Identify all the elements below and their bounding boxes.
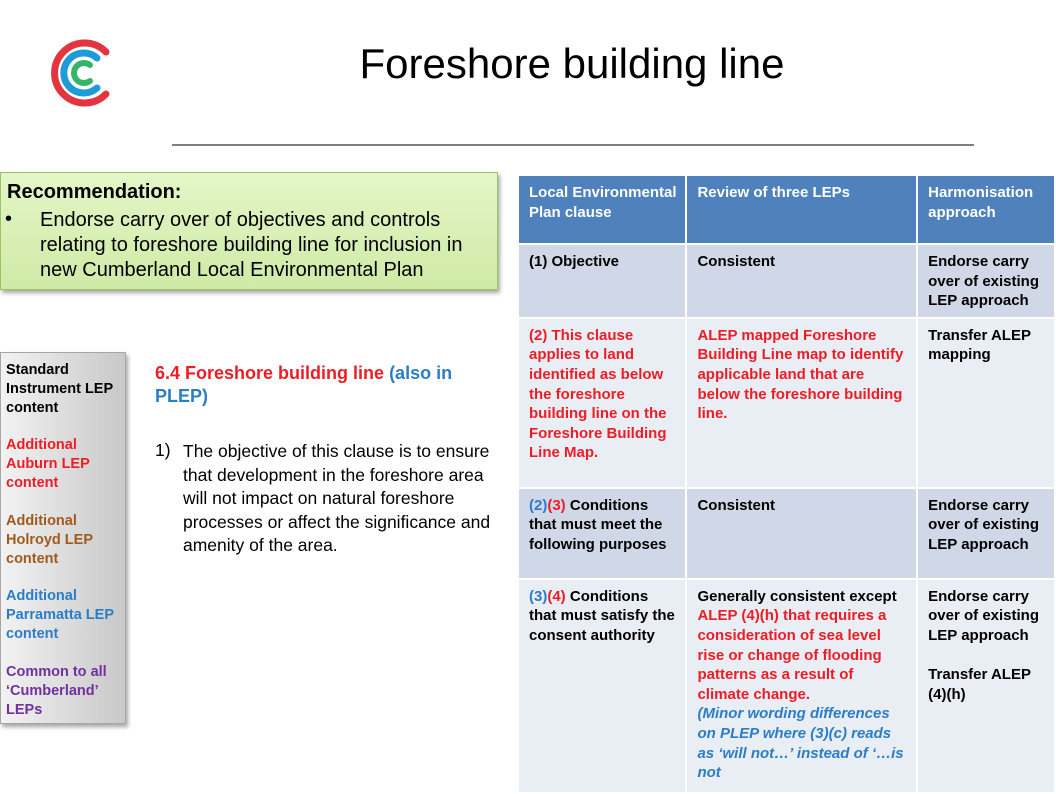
clause-heading — [155, 362, 495, 408]
table-row — [518, 318, 1055, 488]
review-parramatta-note: (Minor wording differences on PLEP where (3)(c) reads as ‘will not…’ instead of ‘…is not — [697, 705, 904, 782]
recommendation-box — [0, 172, 498, 290]
review-intro: Generally consistent except — [697, 587, 897, 605]
table-cell-review: Consistent — [686, 244, 917, 318]
recommendation-text: Endorse carry over of objectives and controls relating to foreshore building line for inclusion in new Cumberland Local Environmental Plan — [40, 209, 463, 281]
clause-number-auburn: (3) — [547, 496, 566, 514]
lep-review-table — [517, 174, 1056, 794]
title-divider — [172, 144, 974, 146]
approach-endorse: Endorse carry over of existing LEP approach — [928, 587, 1039, 644]
table-cell-clause: (2) This clause applies to land identified as below the foreshore building line on the Foreshore Building Line Map. — [518, 318, 686, 488]
legend-common: Common to all ‘Cumberland’ LEPs — [6, 664, 107, 718]
page-title: Foreshore building line — [359, 40, 785, 87]
table-row — [518, 579, 1055, 793]
table-header-review: Review of three LEPs — [686, 175, 917, 244]
table-cell-clause — [518, 579, 686, 793]
table-row — [518, 488, 1055, 579]
table-cell-approach: Transfer ALEP mapping — [917, 318, 1055, 488]
clause-number-parramatta: (3) — [529, 587, 548, 605]
table-cell-review — [686, 579, 917, 793]
cumberland-logo — [44, 36, 112, 110]
table-cell-approach — [917, 579, 1055, 793]
clause-number-parramatta: (2) — [529, 496, 548, 514]
clause-title: 6.4 Foreshore building line — [155, 363, 385, 383]
clause-number-auburn: (4) — [547, 587, 566, 605]
table-cell-review: ALEP mapped Foreshore Building Line map to identify applicable land that are below the foreshore building line. — [686, 318, 917, 488]
recommendation-heading: Recommendation: — [7, 181, 182, 203]
clause-title-extra: (also in PLEP) — [155, 363, 453, 406]
cumberland-c-logo-icon — [44, 36, 112, 110]
legend-parramatta: Additional Parramatta LEP content — [6, 588, 114, 642]
clause-item-number: 1) — [155, 440, 171, 460]
legend-holroyd: Additional Holroyd LEP content — [6, 513, 93, 567]
table-cell-approach: Endorse carry over of existing LEP approach — [917, 244, 1055, 318]
legend-standard: Standard Instrument LEP content — [6, 362, 113, 416]
review-auburn-note: ALEP (4)(h) that requires a consideration of sea level rise or change of flooding patterns as a result of climate change. — [697, 607, 887, 703]
clause-text: Conditions that must satisfy the consent authority — [529, 587, 675, 644]
table-cell-approach: Endorse carry over of existing LEP approach — [917, 488, 1055, 579]
table-cell-clause — [518, 488, 686, 579]
legend-auburn: Additional Auburn LEP content — [6, 437, 90, 491]
bullet-icon: • — [5, 208, 13, 230]
approach-transfer: Transfer ALEP (4)(h) — [928, 666, 1031, 703]
table-header-approach: Harmonisation approach — [917, 175, 1055, 244]
content-legend — [0, 352, 126, 724]
table-cell-review: Consistent — [686, 488, 917, 579]
table-row — [518, 244, 1055, 318]
table-header-clause: Local Environmental Plan clause — [518, 175, 686, 244]
clause-text: Conditions that must meet the following purposes — [529, 496, 667, 553]
table-header-row — [518, 175, 1055, 244]
table-cell-clause: (1) Objective — [518, 244, 686, 318]
clause-item-text: The objective of this clause is to ensure that development in the foreshore area will not impact on natural foreshore processes or affect the significance and amenity of the area. — [183, 441, 491, 555]
